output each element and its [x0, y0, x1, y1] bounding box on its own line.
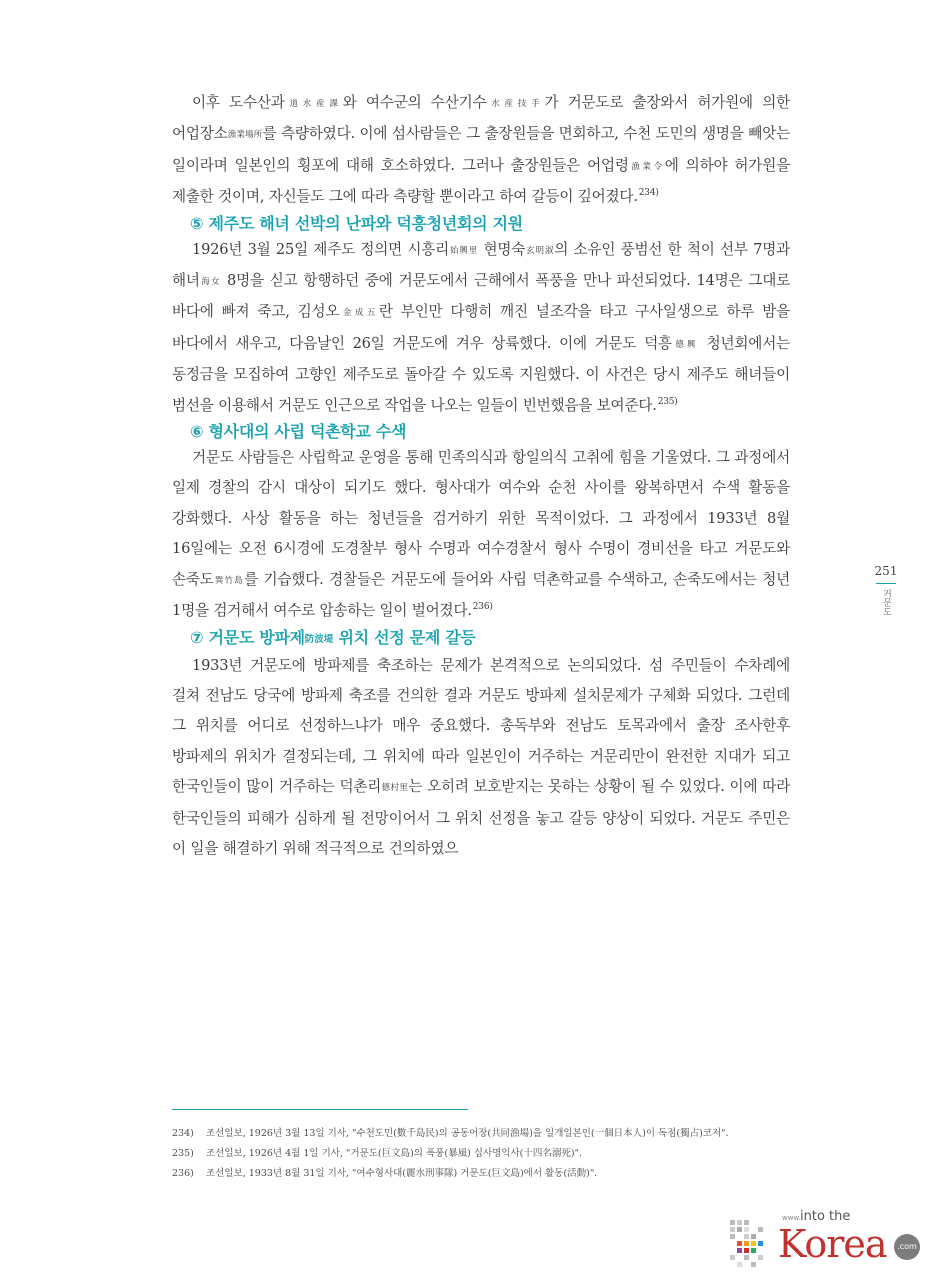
footnote-ref-235[interactable]: 235)	[657, 396, 678, 407]
text: 이후 도수산과	[192, 94, 285, 111]
logo-www: www.	[782, 1214, 801, 1222]
paragraph-section-6	[172, 443, 790, 626]
page-folio	[872, 564, 900, 616]
into-the-korea-logo[interactable]	[730, 1209, 926, 1272]
text: 가 거문도로 출장와서 허가원에 의한 어업장소	[172, 94, 790, 143]
hanja-annotation: 水産技手	[486, 99, 545, 109]
paragraph-section-7	[172, 651, 790, 865]
heading-text: 위치 선정 문제 갈등	[333, 627, 476, 647]
footnote-text: 조선일보, 1933년 8월 31일 기사, "여수형사대(麗水刑事隊) 거문도(巨文島)에서 활동(活動)".	[206, 1168, 598, 1179]
paragraph-section-5	[172, 235, 790, 421]
footnote-text: 조선일보, 1926년 4월 1일 기사, "거문도(巨文島)의 폭풍(暴風) 십사명익사(十四名溺死)".	[206, 1148, 582, 1159]
footnote-divider	[172, 1109, 468, 1110]
pixel-grid-icon	[730, 1220, 770, 1268]
footnote-ref-236[interactable]: 236)	[472, 602, 493, 613]
hanja-annotation: 漁業令	[628, 161, 665, 172]
hanja-annotation: 德村里	[381, 783, 409, 794]
hanja-annotation: 始興里	[449, 245, 479, 256]
logo-into-the: into the	[800, 1209, 851, 1224]
footnote-234	[172, 1124, 812, 1144]
section-heading-7	[172, 627, 790, 651]
text: 8명을 싣고 항행하던 중에 거문도에서 근해에서 폭풍을 만나 파선되었다. 14명은 그대로 바다에 빠져 죽고, 김성오	[172, 272, 790, 321]
text: 거문도 사람들은 사립학교 운영을 통해 민족의식과 항일의식 고취에 힘을 기울였다. 그 과정에서 일제 경찰의 감시 대상이 되기도 했다. 형사대가 여수와 순천 사이를 왕복하면서 수색 활동을 강화했다. 사상 활동을 하는 청년들을 검거하기 위한 목적이었다. 그 과정에서 1933년 8월 16일에는 오전 6시경에 도경찰부 형사 수명과 여수경찰서 형사 수명이 경비선을 타고 거문도와 손죽도	[172, 449, 790, 588]
text: 현명숙	[478, 240, 526, 258]
hanja-annotation: 金成五	[339, 308, 379, 319]
text: 를 기습했다. 경찰들은 거문도에 들어와 사립 덕촌학교를 수색하고, 손죽도에서는 청년 1명을 검거해서 여수로 압송하는 일이 벌어졌다.	[172, 570, 790, 620]
footnote-ref-234[interactable]: 234)	[638, 188, 659, 199]
text: 의 소유인 풍범선 한 척이 선부 7명과 해녀	[172, 240, 790, 290]
text: 1926년 3월 25일 제주도 정의면 시흥리	[192, 240, 450, 258]
hanja-annotation: 防波堤	[304, 633, 334, 645]
footnote-number: 235)	[172, 1148, 194, 1159]
folio-divider	[876, 583, 896, 584]
hanja-annotation: 巽竹島	[213, 575, 244, 586]
text: 를 측량하였다. 이에 섬사람들은 그 출장원들을 면회하고, 수천 도민의 생명을 빼앗는 일이라며 일본인의 횡포에 대해 호소하였다. 그러나 출장원들은 어업령	[172, 125, 790, 174]
footnote-235	[172, 1144, 812, 1164]
text: 1933년 거문도에 방파제를 축조하는 문제가 본격적으로 논의되었다. 섬 주민들이 수차례에 걸쳐 전남도 당국에 방파제 축조를 건의한 결과 거문도 방파제 설치문제가 구체화 되었다. 그런데 그 위치를 어디로 선정하느냐가 매우 중요했다. 총독부와 전남도 토목과에서 출장 조사한후 방파제의 위치가 결정되는데, 그 위치에 따라 일본인이 거주하는 거문리만이 완전한 지대가 되고 한국인들이 많이 거주하는 덕촌리	[172, 656, 790, 796]
text: 는 오히려 보호받지는 못하는 상황이 될 수 있었다. 이에 따라 한국인들의 피해가 심하게 될 전망이어서 그 위치 선정을 놓고 갈등 양상이 되었다. 거문도 주민은 이 일을 해결하기 위해 적극적으로 건의하였으	[172, 778, 790, 857]
footnote-number: 234)	[172, 1128, 194, 1139]
running-title: 거문도	[881, 589, 891, 616]
heading-text: ⑦ 거문도 방파제	[190, 627, 305, 647]
logo-com-badge: .com	[894, 1234, 920, 1260]
main-content	[172, 88, 790, 864]
text: 와 여수군의 수산기수	[342, 94, 487, 111]
footnote-236	[172, 1164, 812, 1184]
text: 청년회에서는 동정금을 모집하여 고향인 제주도로 돌아갈 수 있도록 지원했다. 이 사건은 당시 제주도 해녀들이 범선을 이용해서 거문도 인근으로 작업을 나오는 일들이 빈번했음을 보여준다.	[172, 334, 790, 414]
page-number: 251	[874, 564, 898, 578]
text: 에 의하야 허가원을 제출한 것이며, 자신들도 그에 따라 측량할 뿐이라고 하여 갈등이 깊어졌다.	[172, 156, 791, 206]
hanja-annotation: 道水産課	[284, 99, 343, 109]
section-heading-6: ⑥ 형사대의 사립 덕촌학교 수색	[190, 422, 407, 442]
hanja-annotation: 玄明淑	[525, 245, 555, 256]
footnote-text: 조선일보, 1926년 3월 13일 기사, "수천도민(數千島民)의 공동어장(共同漁場)을 일개일본인(一個日本人)이 독점(獨占)코저".	[206, 1128, 729, 1139]
section-heading-5: ⑤ 제주도 해녀 선박의 난파와 덕흥청년회의 지원	[190, 213, 523, 233]
hanja-annotation: 漁業場所	[227, 130, 263, 141]
logo-korea: Korea	[778, 1222, 887, 1266]
footnote-number: 236)	[172, 1168, 194, 1179]
footnotes	[172, 1124, 812, 1184]
text: 란 부인만 다행히 깨진 널조각을 타고 구사일생으로 하루 밤을 바다에서 새우고, 다음날인 26일 거문도에 겨우 상륙했다. 이에 거문도 덕흥	[172, 303, 791, 352]
hanja-annotation: 德興	[671, 339, 699, 350]
paragraph-intro	[172, 88, 790, 213]
hanja-annotation: 海女	[199, 277, 222, 288]
